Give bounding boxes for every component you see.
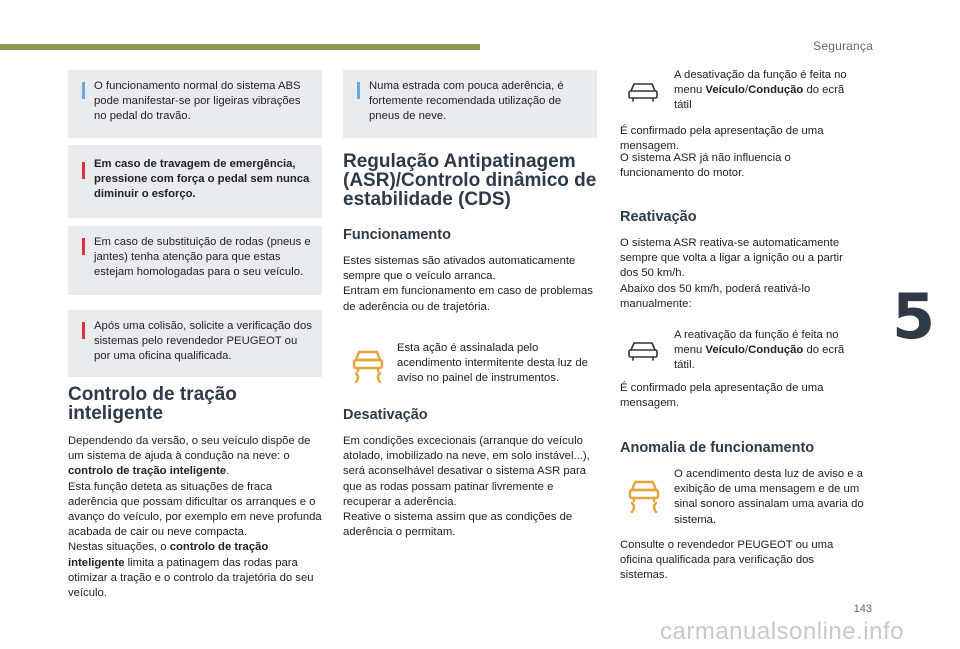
title-line: inteligente: [68, 403, 164, 424]
text: A desativação da função é feita no menu: [674, 69, 847, 97]
info-icon: [82, 82, 85, 99]
car-menu-icon: [626, 339, 660, 363]
paragraph: [68, 434, 324, 480]
menu-driving: Condução: [748, 84, 804, 97]
menu-vehicle: Veículo: [705, 344, 745, 357]
text: do ecrã tátil.: [674, 344, 845, 372]
text: do ecrã tátil: [674, 84, 845, 112]
paragraph: Em condições excecionais (arranque do veículo atolado, imobilizado na neve, em solo instável...), será aconselhável desativar o sistema ASR para que as rodas possam patinar livremente e recuperar a aderência.: [343, 435, 590, 508]
skid-warning-icon: [350, 344, 386, 384]
text: Nestas situações, o: [68, 541, 170, 554]
warning-icon: [82, 238, 85, 255]
reativacao-body: [620, 236, 864, 312]
section-title-asr: [343, 152, 596, 209]
paragraph: O sistema ASR reativa-se automaticamente sempre que volta a ligar a ignição ou a partir dos 50 km/h.: [620, 237, 843, 280]
info-text: O funcionamento normal do sistema ABS pode manifestar-se por ligeiras vibrações no pedal do travão.: [94, 80, 301, 122]
text: A reativação da função é feita no menu: [674, 329, 839, 357]
info-box-snow-tyres: [343, 70, 597, 138]
bold-term: controlo de tração inteligente: [68, 465, 227, 478]
paragraph: Esta função deteta as situações de fraca aderência que possam dificultar os arranques e o avanço do veículo, por exemplo em neve profunda acabada de cair ou neve compacta.: [68, 480, 322, 539]
warning-icon: [82, 322, 85, 339]
traction-body: [68, 434, 324, 601]
text: .: [226, 465, 230, 478]
heading-desativacao: Desativação: [343, 407, 428, 423]
paragraph: [68, 540, 324, 601]
watermark: carmanualsonline.info: [660, 618, 904, 645]
anomalia-body: Consulte o revendedor PEUGEOT ou uma oficina qualificada para verificação dos sistemas.: [620, 539, 834, 582]
chapter-number: 5: [892, 280, 936, 353]
warning-icon: [82, 162, 85, 179]
skid-warning-icon: [626, 474, 662, 514]
paragraph: Abaixo dos 50 km/h, poderá reativá-lo manualmente:: [620, 282, 811, 310]
title-line: Controlo de tração: [68, 384, 237, 405]
desat-menu-instruction: [674, 68, 864, 114]
title-line: (ASR)/Controlo dinâmico de: [343, 170, 597, 191]
funcionamento-body: [343, 254, 599, 315]
heading-reativacao: Reativação: [620, 209, 697, 225]
bold-term: controlo de tração inteligente: [68, 541, 269, 569]
section-name: Segurança: [813, 39, 873, 53]
title-line: estabilidade (CDS): [343, 189, 511, 210]
func-icon-text: Esta ação é assinalada pelo acendimento intermitente desta luz de aviso no painel de instrumentos.: [397, 342, 588, 385]
info-box-abs: [68, 70, 322, 138]
heading-funcionamento: Funcionamento: [343, 227, 451, 243]
info-text: Numa estrada com pouca aderência, é fortemente recomendada utilização de pneus de neve.: [369, 80, 564, 122]
confirm-message-2: É confirmado pela apresentação de uma mensagem.: [620, 382, 824, 410]
warning-box-wheels: [68, 226, 322, 295]
info-icon: [357, 82, 360, 99]
paragraph: Estes sistemas são ativados automaticamente sempre que o veículo arranca.: [343, 255, 576, 283]
warning-text: Em caso de travagem de emergência, pressione com força o pedal sem nunca diminuir o esforço.: [94, 158, 310, 200]
page-number: 143: [853, 603, 872, 615]
paragraph: Entram em funcionamento em caso de problemas de aderência ou de trajetória.: [343, 285, 593, 313]
car-menu-icon: [626, 80, 660, 104]
menu-vehicle: Veículo: [705, 84, 745, 97]
desativacao-body: [343, 434, 599, 540]
warning-box-emergency: [68, 145, 322, 218]
text: Dependendo da versão, o seu veículo dispõe de um sistema de ajuda à condução na neve: o: [68, 435, 311, 463]
paragraph: Reative o sistema assim que as condições de aderência o permitam.: [343, 511, 573, 539]
text: /: [744, 84, 749, 97]
heading-anomalia: Anomalia de funcionamento: [620, 440, 815, 456]
text: limita a patinagem das rodas para otimizar a tração e o controlo da trajetória do seu veículo.: [68, 556, 314, 600]
title-line: Regulação Antipatinagem: [343, 151, 576, 172]
confirm-message-1: É confirmado pela apresentação de uma mensagem.: [620, 125, 824, 153]
section-title-traction: [68, 385, 237, 423]
anom-icon-text: O acendimento desta luz de aviso e a exibição de uma mensagem e de um sinal sonoro assinalam uma avaria do sistema.: [674, 468, 864, 526]
warning-text: Após uma colisão, solicite a verificação dos sistemas pelo revendedor PEUGEOT ou por uma oficina qualificada.: [94, 320, 312, 362]
warning-box-collision: [68, 310, 322, 377]
text: /: [744, 344, 749, 357]
react-menu-instruction: [674, 328, 864, 374]
asr-engine-note: O sistema ASR já não influencia o funcionamento do motor.: [620, 152, 791, 180]
warning-text: Em caso de substituição de rodas (pneus e jantes) tenha atenção para que estas estejam homologadas para o seu veículo.: [94, 236, 311, 278]
header-accent-bar: [0, 44, 480, 50]
menu-driving: Condução: [748, 344, 804, 357]
